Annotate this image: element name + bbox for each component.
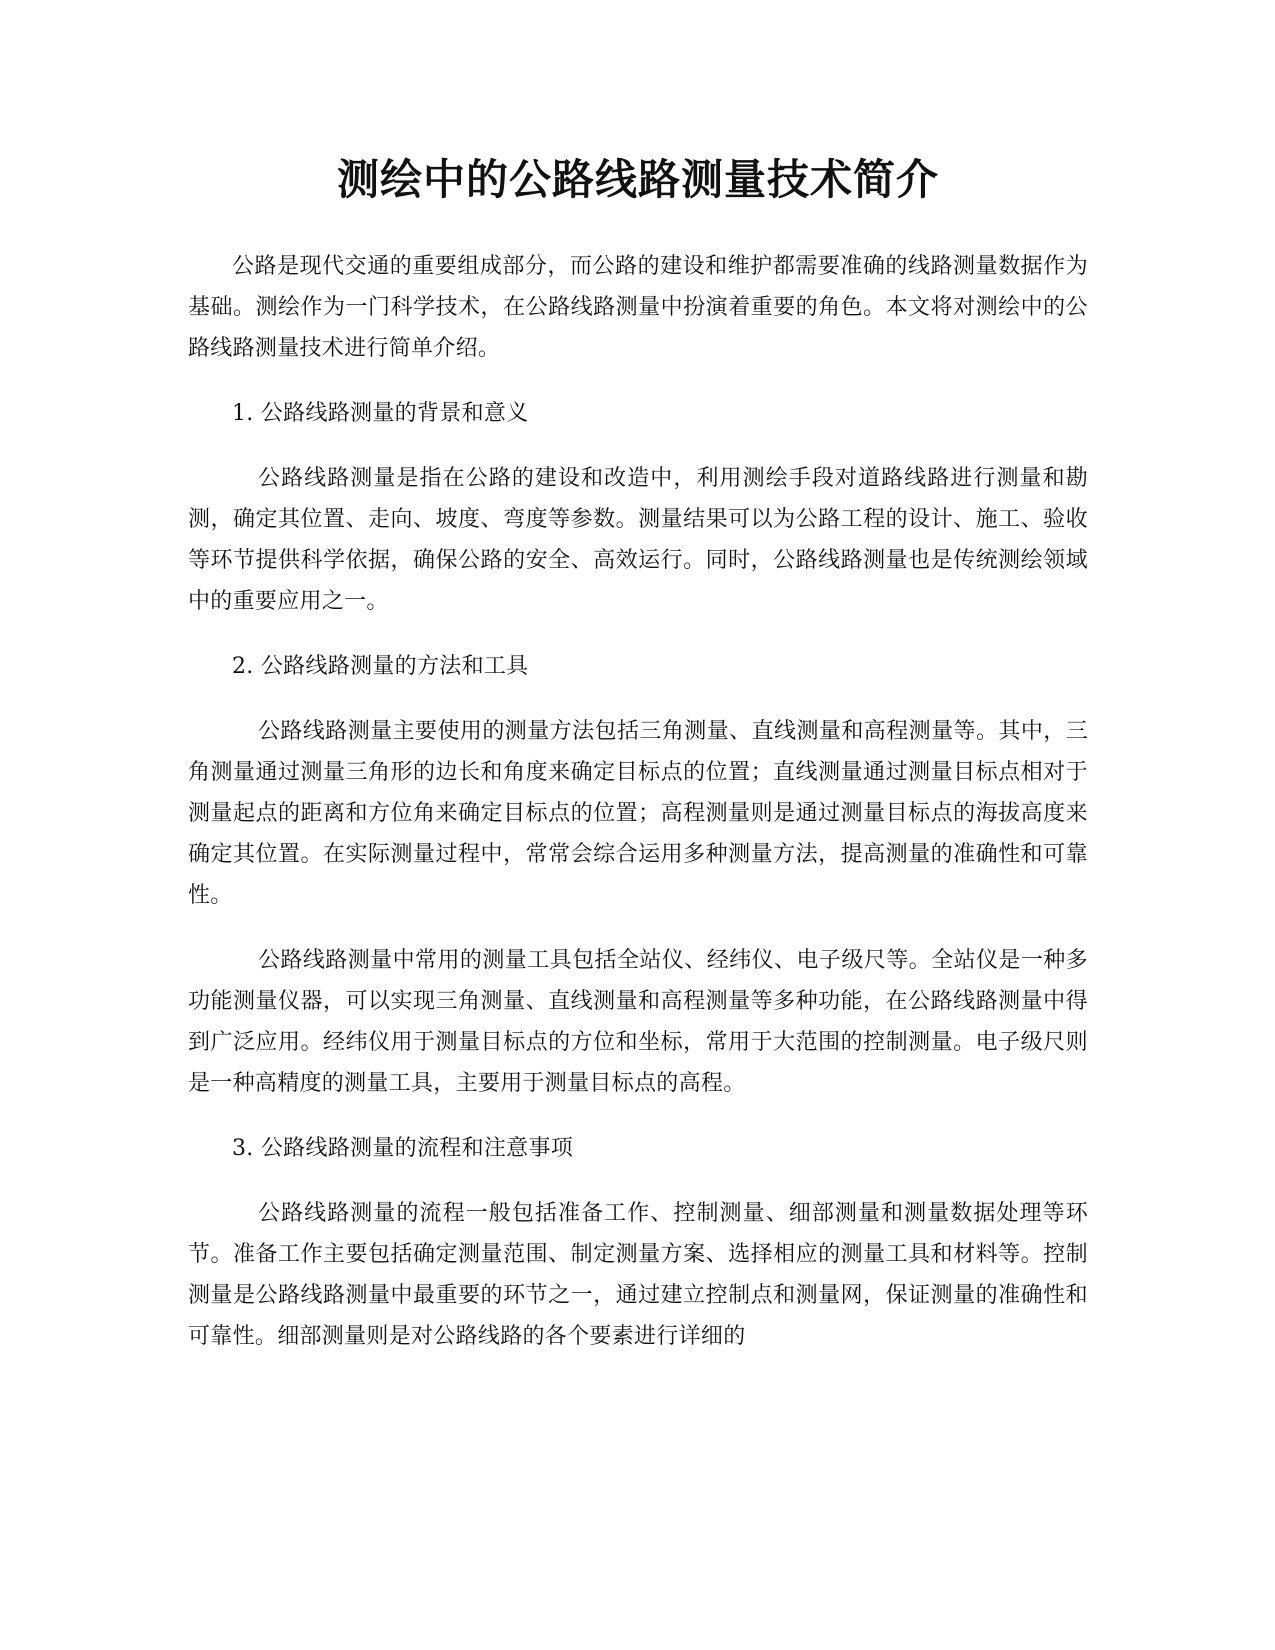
intro-paragraph: 公路是现代交通的重要组成部分，而公路的建设和维护都需要准确的线路测量数据作为基础。测绘作为一门科学技术，在公路线路测量中扮演着重要的角色。本文将对测绘中的公路线路测量技术进行简单介绍。: [188, 254, 1088, 361]
section-2-heading: 2. 公路线路测量的方法和工具: [232, 654, 529, 679]
section-2-paragraph-2: 公路线路测量中常用的测量工具包括全站仪、经纬仪、电子级尺等。全站仪是一种多功能测量仪器，可以实现三角测量、直线测量和高程测量等多种功能，在公路线路测量中得到广泛应用。经纬仪用于测量目标点的方位和坐标，常用于大范围的控制测量。电子级尺则是一种高精度的测量工具，主要用于测量目标点的高程。: [188, 948, 1088, 1096]
document-body: [188, 246, 1088, 1381]
section-2-paragraph-1: 公路线路测量主要使用的测量方法包括三角测量、直线测量和高程测量等。其中，三角测量通过测量三角形的边长和角度来确定目标点的位置；直线测量通过测量目标点相对于测量起点的距离和方位角来确定目标点的位置；高程测量则是通过测量目标点的海拔高度来确定其位置。在实际测量过程中，常常会综合运用多种测量方法，提高测量的准确性和可靠性。: [188, 719, 1088, 908]
section-1-heading: 1. 公路线路测量的背景和意义: [232, 401, 529, 426]
document-title: 测绘中的公路线路测量技术简介: [336, 155, 939, 204]
section-1-paragraph-1: 公路线路测量是指在公路的建设和改造中，利用测绘手段对道路线路进行测量和勘测，确定其位置、走向、坡度、弯度等参数。测量结果可以为公路工程的设计、施工、验收等环节提供科学依据，确保公路的安全、高效运行。同时，公路线路测量也是传统测绘领域中的重要应用之一。: [188, 466, 1088, 614]
section-3-heading: 3. 公路线路测量的流程和注意事项: [232, 1136, 574, 1161]
section-3-paragraph-1: 公路线路测量的流程一般包括准备工作、控制测量、细部测量和测量数据处理等环节。准备工作主要包括确定测量范围、制定测量方案、选择相应的测量工具和材料等。控制测量是公路线路测量中最重要的环节之一，通过建立控制点和测量网，保证测量的准确性和可靠性。细部测量则是对公路线路的各个要素进行详细的: [188, 1201, 1088, 1349]
document-page: [188, 0, 1088, 1650]
